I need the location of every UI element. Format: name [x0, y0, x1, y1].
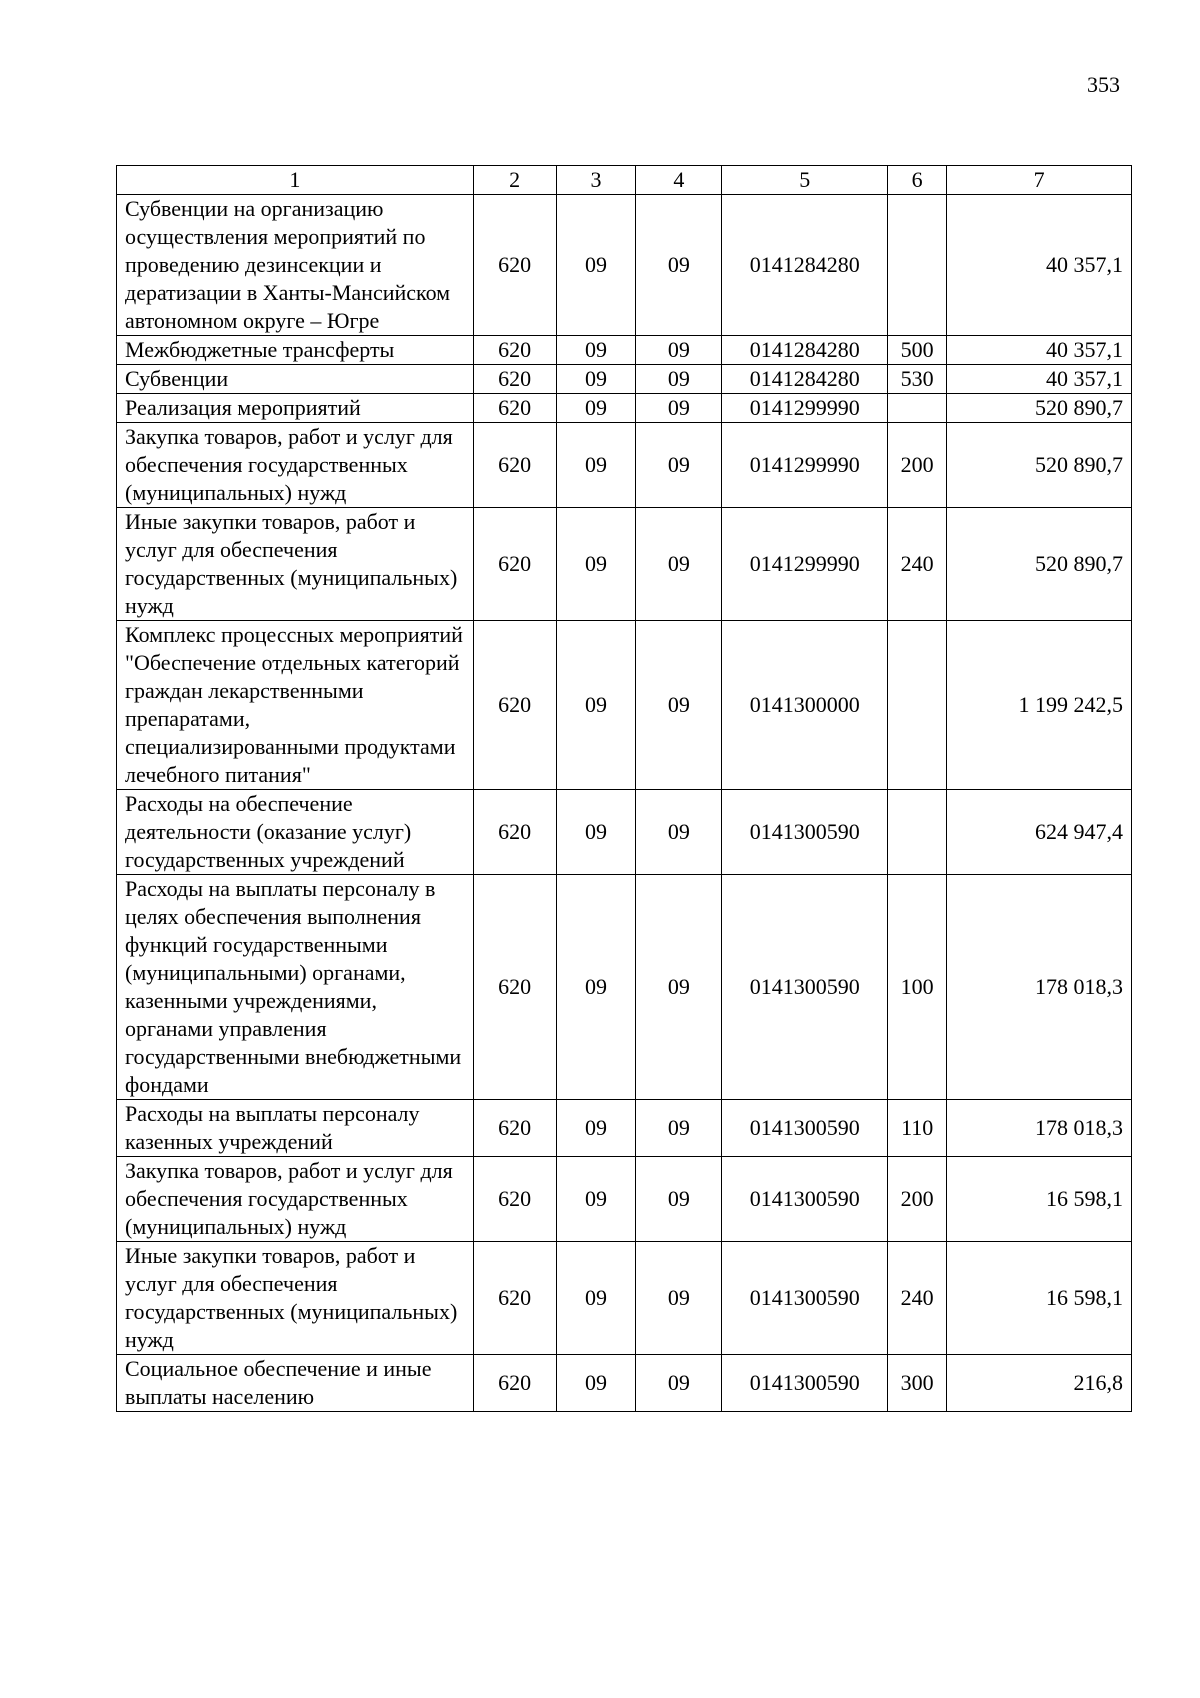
row-amount: 178 018,3	[947, 1100, 1132, 1157]
header-cell-3: 3	[556, 166, 636, 195]
row-target-code: 0141300590	[722, 1157, 888, 1242]
row-section: 09	[556, 423, 636, 508]
row-section: 09	[556, 394, 636, 423]
row-subsection: 09	[636, 365, 722, 394]
row-name: Субвенции на организацию осуществления мероприятий по проведению дезинсекции и дератизации в Ханты-Мансийском автономном округе – Югре	[117, 195, 474, 336]
row-expense-type: 200	[888, 1157, 947, 1242]
row-name: Расходы на выплаты персоналу казенных учреждений	[117, 1100, 474, 1157]
row-expense-type: 100	[888, 875, 947, 1100]
row-ministry: 620	[473, 790, 556, 875]
row-expense-type: 110	[888, 1100, 947, 1157]
row-subsection: 09	[636, 508, 722, 621]
row-subsection: 09	[636, 875, 722, 1100]
row-amount: 1 199 242,5	[947, 621, 1132, 790]
row-ministry: 620	[473, 1355, 556, 1412]
row-name: Расходы на обеспечение деятельности (оказание услуг) государственных учреждений	[117, 790, 474, 875]
row-expense-type	[888, 195, 947, 336]
row-subsection: 09	[636, 394, 722, 423]
row-ministry: 620	[473, 1242, 556, 1355]
row-target-code: 0141284280	[722, 365, 888, 394]
table-row	[117, 394, 1132, 423]
row-section: 09	[556, 621, 636, 790]
row-subsection: 09	[636, 1100, 722, 1157]
row-expense-type: 500	[888, 336, 947, 365]
table-row	[117, 508, 1132, 621]
table-row	[117, 336, 1132, 365]
row-amount: 40 357,1	[947, 365, 1132, 394]
row-name: Комплекс процессных мероприятий "Обеспечение отдельных категорий граждан лекарственными препаратами, специализированными продуктами лечебного питания"	[117, 621, 474, 790]
header-cell-4: 4	[636, 166, 722, 195]
table-row	[117, 1157, 1132, 1242]
row-amount: 520 890,7	[947, 508, 1132, 621]
table-row	[117, 195, 1132, 336]
row-amount: 40 357,1	[947, 195, 1132, 336]
row-expense-type	[888, 790, 947, 875]
row-expense-type: 200	[888, 423, 947, 508]
row-name: Расходы на выплаты персоналу в целях обеспечения выполнения функций государственными (муниципальными) органами, казенными учреждениями, органами управления государственными внебюджетными фондами	[117, 875, 474, 1100]
row-section: 09	[556, 875, 636, 1100]
row-ministry: 620	[473, 621, 556, 790]
row-subsection: 09	[636, 621, 722, 790]
row-section: 09	[556, 1355, 636, 1412]
row-name: Иные закупки товаров, работ и услуг для обеспечения государственных (муниципальных) нужд	[117, 508, 474, 621]
row-subsection: 09	[636, 1355, 722, 1412]
row-ministry: 620	[473, 394, 556, 423]
row-amount: 520 890,7	[947, 394, 1132, 423]
row-target-code: 0141300590	[722, 1355, 888, 1412]
row-amount: 216,8	[947, 1355, 1132, 1412]
row-subsection: 09	[636, 423, 722, 508]
row-ministry: 620	[473, 336, 556, 365]
row-section: 09	[556, 1157, 636, 1242]
table-row	[117, 1100, 1132, 1157]
row-expense-type	[888, 394, 947, 423]
row-target-code: 0141299990	[722, 423, 888, 508]
table-row	[117, 790, 1132, 875]
row-target-code: 0141299990	[722, 394, 888, 423]
row-expense-type: 240	[888, 1242, 947, 1355]
row-section: 09	[556, 336, 636, 365]
table-row	[117, 1242, 1132, 1355]
row-expense-type	[888, 621, 947, 790]
row-name: Социальное обеспечение и иные выплаты населению	[117, 1355, 474, 1412]
row-target-code: 0141300590	[722, 875, 888, 1100]
row-name: Субвенции	[117, 365, 474, 394]
row-name: Иные закупки товаров, работ и услуг для обеспечения государственных (муниципальных) нужд	[117, 1242, 474, 1355]
row-subsection: 09	[636, 195, 722, 336]
page-number: 353	[1087, 72, 1120, 97]
row-target-code: 0141300590	[722, 1242, 888, 1355]
row-name: Межбюджетные трансферты	[117, 336, 474, 365]
table-row	[117, 875, 1132, 1100]
row-subsection: 09	[636, 1157, 722, 1242]
row-section: 09	[556, 1242, 636, 1355]
row-amount: 520 890,7	[947, 423, 1132, 508]
row-ministry: 620	[473, 365, 556, 394]
row-amount: 40 357,1	[947, 336, 1132, 365]
row-ministry: 620	[473, 1157, 556, 1242]
row-ministry: 620	[473, 875, 556, 1100]
row-amount: 178 018,3	[947, 875, 1132, 1100]
header-cell-7: 7	[947, 166, 1132, 195]
row-target-code: 0141284280	[722, 336, 888, 365]
header-row	[117, 166, 1132, 195]
row-section: 09	[556, 790, 636, 875]
row-ministry: 620	[473, 423, 556, 508]
row-section: 09	[556, 365, 636, 394]
row-target-code: 0141299990	[722, 508, 888, 621]
table-row	[117, 365, 1132, 394]
row-target-code: 0141300590	[722, 1100, 888, 1157]
header-cell-2: 2	[473, 166, 556, 195]
row-expense-type: 530	[888, 365, 947, 394]
row-section: 09	[556, 1100, 636, 1157]
header-cell-5: 5	[722, 166, 888, 195]
row-ministry: 620	[473, 508, 556, 621]
row-subsection: 09	[636, 1242, 722, 1355]
row-ministry: 620	[473, 1100, 556, 1157]
header-cell-1: 1	[117, 166, 474, 195]
budget-table	[116, 165, 1132, 1412]
row-target-code: 0141300590	[722, 790, 888, 875]
row-section: 09	[556, 195, 636, 336]
row-ministry: 620	[473, 195, 556, 336]
table-row	[117, 423, 1132, 508]
row-subsection: 09	[636, 336, 722, 365]
row-section: 09	[556, 508, 636, 621]
row-expense-type: 300	[888, 1355, 947, 1412]
row-name: Закупка товаров, работ и услуг для обеспечения государственных (муниципальных) нужд	[117, 1157, 474, 1242]
table-row	[117, 1355, 1132, 1412]
row-name: Реализация мероприятий	[117, 394, 474, 423]
row-subsection: 09	[636, 790, 722, 875]
row-target-code: 0141284280	[722, 195, 888, 336]
table-row	[117, 621, 1132, 790]
header-cell-6: 6	[888, 166, 947, 195]
row-amount: 16 598,1	[947, 1157, 1132, 1242]
row-name: Закупка товаров, работ и услуг для обеспечения государственных (муниципальных) нужд	[117, 423, 474, 508]
row-amount: 624 947,4	[947, 790, 1132, 875]
row-amount: 16 598,1	[947, 1242, 1132, 1355]
row-target-code: 0141300000	[722, 621, 888, 790]
row-expense-type: 240	[888, 508, 947, 621]
